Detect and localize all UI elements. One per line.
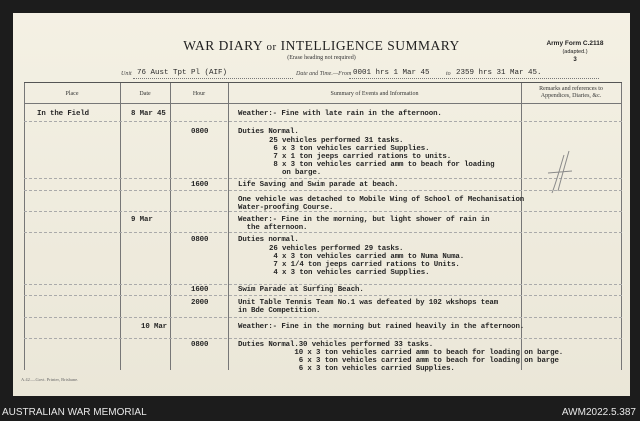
title-intelligence-summary: INTELLIGENCE SUMMARY [280, 38, 460, 53]
entry-weather: Weather:- Fine in the morning but rained heavily in the afternoon. [238, 323, 525, 331]
date-8-mar: 8 Mar 45 [131, 110, 166, 118]
date-time-label: Date and Time.—From [296, 71, 352, 77]
header-hour: Hour [192, 91, 206, 97]
entry-line: Duties Normal. [238, 128, 299, 136]
pencil-annotation-mark [542, 143, 582, 203]
entry-line: Duties normal. [238, 236, 299, 244]
hour-entry: 0800 [191, 128, 209, 136]
entry-line: 4 x 3 ton vehicles carried Supplies. [256, 269, 430, 277]
entry-line: on barge. [256, 169, 322, 177]
page-number: 3 [573, 56, 577, 63]
printer-imprint: A.42.—Govt. Printer, Brisbane. [21, 377, 79, 382]
diary-table [24, 82, 622, 373]
entry-line: 8 x 3 ton vehicles carried amm to beach for loading [256, 161, 495, 169]
entry-line: Unit Table Tennis Team No.1 was defeated by 102 wkshops team [238, 299, 499, 307]
date-from: 0001 hrs 1 Mar 45 [353, 69, 430, 77]
hour-entry: 2000 [191, 299, 209, 307]
date-to: 2359 hrs 31 Mar 45. [456, 69, 542, 77]
hour-entry: 0800 [191, 341, 209, 349]
war-diary-page [13, 13, 630, 396]
entry-line: One vehicle was detached to Mobile Wing of School of Mechanisation [238, 196, 525, 204]
entry-line: the afternoon. [238, 224, 308, 232]
unit-value: 76 Aust Tpt Pl (AIF) [137, 69, 228, 77]
date-10-mar: 10 Mar [141, 323, 168, 331]
entry-weather: Weather:- Fine in the morning, but light shower of rain in [238, 216, 490, 224]
entry-line: 6 x 3 ton vehicles carried Supplies. [256, 145, 430, 153]
unit-label: Unit [121, 71, 132, 77]
entry-line: 7 x 1 ton jeeps carried rations to units. [256, 153, 452, 161]
entry-weather: Weather:- Fine with late rain in the afternoon. [238, 110, 442, 118]
to-label: to [446, 71, 451, 77]
header-summary: Summary of Events and Information [330, 91, 419, 97]
date-9-mar: 9 Mar [131, 216, 153, 224]
footer-accession-number: AWM2022.5.387 [561, 407, 636, 418]
place-in-the-field: In the Field [37, 110, 90, 118]
entry-line: 10 x 3 ton vehicles carried amm to beach for loading on barge. [238, 349, 564, 357]
erase-note: (Erase heading not required) [287, 55, 356, 61]
title-or: or [266, 41, 277, 53]
hour-entry: 1600 [191, 286, 209, 294]
title-war-diary: WAR DIARY [183, 38, 263, 53]
hour-entry: 0800 [191, 236, 209, 244]
entry-line: 25 vehicles performed 31 tasks. [256, 137, 404, 145]
army-form-box [530, 40, 620, 64]
entry-line: Duties Normal.30 vehicles performed 33 tasks. [238, 341, 434, 349]
hour-entry: 1600 [191, 181, 209, 189]
header-date: Date [139, 91, 151, 97]
entry-line: 4 x 3 ton vehicles carried amm to Numa Numa. [256, 253, 465, 261]
header-remarks: Remarks and references to Appendices, Diaries, &c. [539, 86, 603, 99]
unit-line [121, 69, 601, 81]
entry-line: Swim Parade at Surfing Beach. [238, 286, 364, 294]
entry-line: in Bde Competition. [238, 307, 321, 315]
header-place: Place [65, 91, 79, 97]
army-form-number: Army Form C.2118 [546, 40, 604, 47]
entry-line: 7 x 1/4 ton jeeps carried rations to Units. [256, 261, 460, 269]
footer-source: AUSTRALIAN WAR MEMORIAL [2, 407, 147, 418]
entry-line: Life Saving and Swim parade at beach. [238, 181, 399, 189]
entry-line: 6 x 3 ton vehicles carried amm to beach for loading on barge [238, 357, 559, 365]
entry-line: 26 vehicles performed 29 tasks. [256, 245, 404, 253]
entry-line: 6 x 3 ton vehicles carried Supplies. [238, 365, 455, 373]
army-form-adapted: (adapted.) [562, 49, 588, 55]
entry-line: Water-proofing Course. [238, 204, 334, 212]
